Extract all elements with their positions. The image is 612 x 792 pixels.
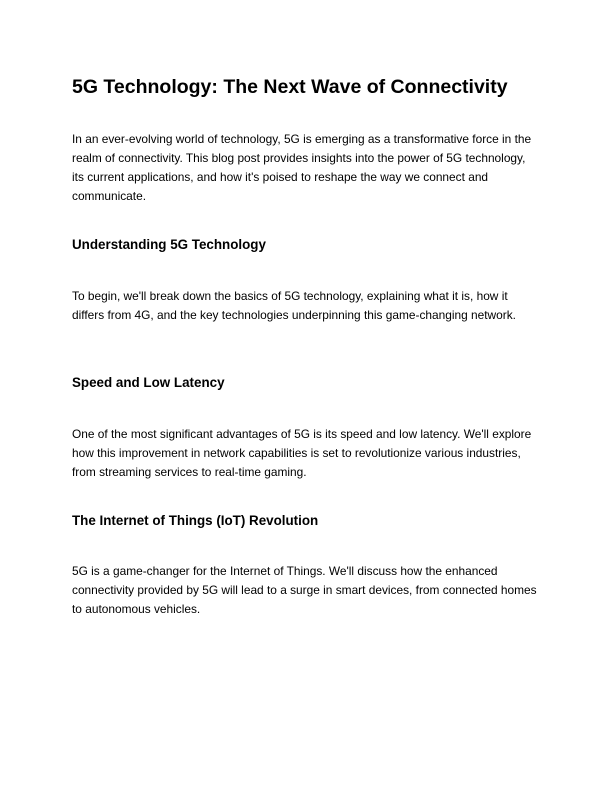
section-body-iot-revolution: 5G is a game-changer for the Internet of Things. We'll discuss how the enhanced connectivity provided by 5G will lead to a surge in smart devices, from connected homes to autonomous vehicles. — [72, 564, 537, 616]
section-heading-speed-latency: Speed and Low Latency — [72, 375, 225, 390]
page-title: 5G Technology: The Next Wave of Connectivity — [72, 76, 508, 98]
section-body-speed-latency: One of the most significant advantages of 5G is its speed and low latency. We'll explore how this improvement in network capabilities is set to revolutionize various industries, from streaming services to real-time gaming. — [72, 427, 532, 479]
intro-paragraph: In an ever-evolving world of technology, 5G is emerging as a transformative force in the realm of connectivity. This blog post provides insights into the power of 5G technology, its current applications, and how it's poised to reshape the way we connect and communicate. — [72, 132, 532, 203]
section-heading-iot-revolution: The Internet of Things (IoT) Revolution — [72, 513, 319, 528]
section-heading-understanding-5g: Understanding 5G Technology — [72, 237, 266, 252]
section-body-understanding-5g: To begin, we'll break down the basics of 5G technology, explaining what it is, how it differs from 4G, and the key technologies underpinning this game-changing network. — [72, 289, 516, 322]
